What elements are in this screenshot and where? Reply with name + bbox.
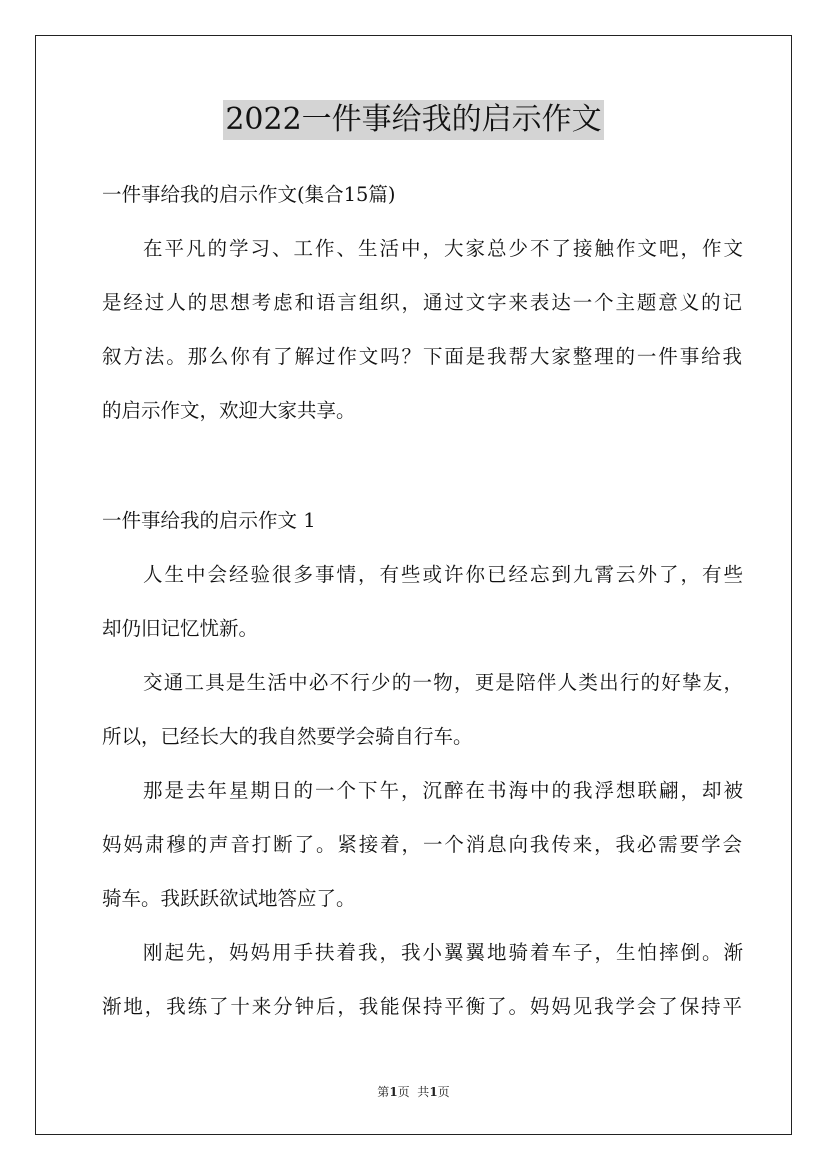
paragraph-3-line-1: 那是去年星期日的一个下午，沉醉在书海中的我浮想联翩，却被 bbox=[143, 779, 743, 802]
title-container bbox=[0, 100, 827, 140]
paragraph-4-line-2: 渐地，我练了十来分钟后，我能保持平衡了。妈妈见我学会了保持平 bbox=[102, 995, 742, 1018]
page-footer bbox=[0, 1083, 827, 1101]
paragraph-3-line-2: 妈妈肃穆的声音打断了。紧接着，一个消息向我传来，我必需要学会 bbox=[102, 833, 742, 856]
footer-page-mid: 页 共 bbox=[397, 1085, 430, 1099]
footer-page-suffix: 页 bbox=[437, 1085, 450, 1099]
paragraph-2-line-2: 所以，已经长大的我自然要学会骑自行车。 bbox=[102, 725, 473, 748]
document-subtitle: 一件事给我的启示作文(集合15篇) bbox=[102, 183, 396, 206]
section-heading: 一件事给我的启示作文 1 bbox=[102, 509, 316, 532]
intro-line-3: 叙方法。那么你有了解过作文吗？下面是我帮大家整理的一件事给我 bbox=[102, 345, 742, 368]
intro-line-1: 在平凡的学习、工作、生活中，大家总少不了接触作文吧，作文 bbox=[143, 237, 743, 260]
footer-page-total: 1 bbox=[429, 1085, 438, 1099]
footer-page-current: 1 bbox=[389, 1085, 398, 1099]
paragraph-1-line-1: 人生中会经验很多事情，有些或许你已经忘到九霄云外了，有些 bbox=[143, 563, 743, 586]
paragraph-1-line-2: 却仍旧记忆忧新。 bbox=[102, 617, 259, 640]
paragraph-2-line-1: 交通工具是生活中必不行少的一物，更是陪伴人类出行的好挚友， bbox=[143, 671, 743, 694]
paragraph-3-line-3: 骑车。我跃跃欲试地答应了。 bbox=[102, 887, 356, 910]
footer-page-prefix: 第 bbox=[377, 1085, 390, 1099]
intro-line-2: 是经过人的思想考虑和语言组织，通过文字来表达一个主题意义的记 bbox=[102, 291, 742, 314]
paragraph-4-line-1: 刚起先，妈妈用手扶着我，我小翼翼地骑着车子，生怕摔倒。渐 bbox=[143, 941, 743, 964]
intro-line-4: 的启示作文，欢迎大家共享。 bbox=[102, 399, 356, 422]
document-title: 2022一件事给我的启示作文 bbox=[223, 100, 603, 140]
